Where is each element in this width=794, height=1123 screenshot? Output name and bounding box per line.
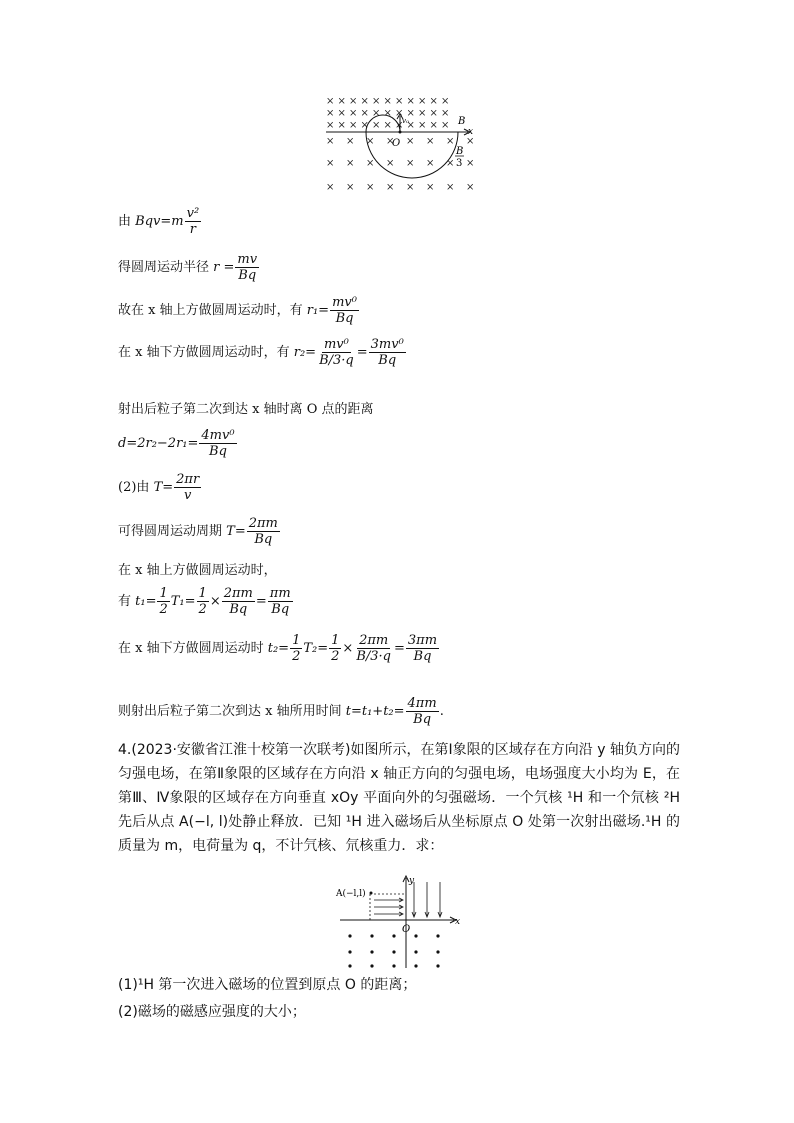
- cross-mark: ×: [349, 108, 358, 119]
- cross-mark: ×: [395, 120, 404, 131]
- cross-mark: ×: [386, 136, 395, 147]
- fraction: $\frac{4\pi m}{Bq}$: [407, 696, 437, 727]
- fraction: $\frac{\text{4mv⁰}}{Bq}$: [201, 428, 235, 459]
- question-2: (2)磁场的磁感应强度的大小；: [118, 1004, 306, 1020]
- text: 在 x 轴下方做圆周运动时，有: [118, 345, 290, 360]
- text: 有: [118, 594, 132, 609]
- cross-mark: ×: [337, 96, 346, 107]
- label-origin: O: [392, 138, 401, 149]
- text: t=t₁+t₂=: [345, 704, 405, 719]
- cross-mark: ×: [446, 136, 455, 147]
- cross-mark: ×: [426, 182, 435, 193]
- cross-mark: ×: [326, 182, 335, 193]
- cross-mark: ×: [372, 120, 381, 131]
- eq-line-3: [118, 295, 360, 326]
- text: =: [394, 641, 405, 656]
- eq-line-1: [118, 206, 202, 237]
- fraction: $\frac{3\pi m}{Bq}$: [407, 633, 438, 664]
- fraction: $\frac{1}{2}$: [159, 586, 168, 617]
- text: =: [255, 594, 267, 609]
- cross-mark: ×: [418, 96, 427, 107]
- text: ×: [342, 641, 354, 656]
- cross-mark: ×: [406, 136, 415, 147]
- eq-line-10: [118, 586, 294, 617]
- dot-mark: [392, 950, 395, 953]
- cross-mark: ×: [441, 108, 450, 119]
- cross-mark: ×: [466, 182, 475, 193]
- problem-4-statement: 4.(2023·安徽省江淮十校第一次联考)如图所示，在第Ⅰ象限的区域存在方向沿 y 轴负方向的匀强电场，在第Ⅱ象限的区域存在方向沿 x 轴正方向的匀强电场，电场强度大小均为 E，在第Ⅲ、Ⅳ象限的区域存在方向垂直 xOy 平面向外的匀强磁场．一个氕核 ¹H 和一个氘核 ²H 先后从点 A(−l, l)处静止释放．已知 ¹H 进入磁场后从坐标原点 O 处第一次射出磁场.¹H 的质量为 m，电荷量为 q，不计氕核、氘核重力．求：: [118, 742, 680, 854]
- dot-mark: [370, 964, 373, 967]
- eq-line-9: [118, 563, 277, 579]
- label-x: x: [468, 127, 474, 137]
- text: r =: [213, 260, 235, 275]
- label-A: A(−l,l): [336, 889, 366, 899]
- text: 在 x 轴上方做圆周运动时，: [118, 563, 277, 578]
- text: 则射出后粒子第二次到达 x 轴所用时间: [118, 704, 342, 719]
- cross-mark: ×: [406, 96, 415, 107]
- dot-marks: [348, 934, 439, 967]
- text: =: [356, 345, 368, 360]
- cross-mark: ×: [446, 158, 455, 169]
- dot-mark: [414, 950, 417, 953]
- cross-mark: ×: [326, 120, 335, 131]
- figure-magnetic-field: [318, 92, 488, 196]
- fraction: $\frac{2\pi r}{v}$: [176, 472, 200, 503]
- label-x: x: [455, 917, 461, 927]
- cross-mark: ×: [429, 96, 438, 107]
- eq-line-12: [118, 696, 444, 727]
- text: T₂=: [303, 641, 329, 656]
- fraction: $\frac{2\pi m}{Bq}$: [223, 586, 253, 617]
- fraction: $\frac{\text{3mv⁰}}{Bq}$: [370, 337, 404, 368]
- cross-mark: ×: [446, 182, 455, 193]
- dot-mark: [370, 950, 373, 953]
- text: 可得圆周运动周期: [118, 524, 223, 539]
- text: t₁=: [135, 594, 157, 609]
- cross-mark: ×: [418, 108, 427, 119]
- cross-mark: ×: [406, 108, 415, 119]
- cross-mark: ×: [418, 120, 427, 131]
- label-y: y: [409, 876, 415, 886]
- cross-mark: ×: [406, 182, 415, 193]
- field-arrows-ii: [374, 898, 403, 916]
- cross-mark: ×: [441, 120, 450, 131]
- field-arrows-i: [412, 882, 442, 917]
- cross-mark: ×: [326, 96, 335, 107]
- text: t₂=: [267, 641, 290, 656]
- cross-mark: ×: [383, 120, 392, 131]
- cross-mark: ×: [429, 120, 438, 131]
- text: r₁=: [306, 303, 330, 318]
- label-B3-num: B: [456, 146, 464, 157]
- eq-line-2: [118, 252, 260, 283]
- fraction: $\frac{1}{2}$: [198, 586, 207, 617]
- cross-mark: ×: [360, 108, 369, 119]
- fraction: $\frac{\text{mv⁰}}{Bq}$: [332, 295, 357, 326]
- cross-mark: ×: [395, 108, 404, 119]
- cross-mark: ×: [372, 108, 381, 119]
- cross-mark: ×: [337, 108, 346, 119]
- cross-mark: ×: [366, 158, 375, 169]
- fraction: $\frac{1}{2}$: [292, 633, 301, 664]
- cross-mark: ×: [346, 182, 355, 193]
- eq-line-7: [118, 472, 202, 503]
- text: T₁=: [170, 594, 196, 609]
- label-B3-den: 3: [456, 158, 463, 169]
- cross-mark: ×: [383, 108, 392, 119]
- eq-line-8: [118, 516, 281, 547]
- cross-mark: ×: [386, 182, 395, 193]
- text: (2)由: [118, 480, 150, 495]
- fraction: $\frac{\pi m}{Bq}$: [269, 586, 291, 617]
- cross-mark: ×: [346, 136, 355, 147]
- label-v0: v₀: [402, 117, 409, 125]
- dot-mark: [436, 964, 439, 967]
- text: 故在 x 轴上方做圆周运动时，有: [118, 303, 303, 318]
- text: 得圆周运动半径: [118, 260, 210, 275]
- cross-mark: ×: [426, 136, 435, 147]
- eq-line-11: [118, 633, 440, 664]
- fraction: $\frac{\text{v²}}{r}$: [186, 206, 200, 237]
- cross-mark: ×: [386, 158, 395, 169]
- dot-mark: [348, 950, 351, 953]
- cross-mark: ×: [337, 120, 346, 131]
- dot-mark: [348, 934, 351, 937]
- cross-mark: ×: [349, 96, 358, 107]
- text: 在 x 轴下方做圆周运动时: [118, 641, 264, 656]
- cross-mark: ×: [372, 96, 381, 107]
- text: r₂=: [293, 345, 317, 360]
- dot-mark: [414, 964, 417, 967]
- label-origin: O: [402, 924, 411, 935]
- fraction: $\frac{2\pi m}{B/3\cdot q}$: [356, 633, 391, 664]
- fraction: $\frac{mv}{Bq}$: [237, 252, 258, 283]
- cross-mark: ×: [383, 96, 392, 107]
- cross-mark: ×: [406, 120, 415, 131]
- text: T=: [153, 480, 174, 495]
- text: T=: [226, 524, 246, 539]
- cross-mark: ×: [429, 108, 438, 119]
- cross-mark: ×: [466, 158, 475, 169]
- fraction: $\frac{1}{2}$: [331, 633, 340, 664]
- eq-line-5: [118, 402, 374, 418]
- cross-mark: ×: [406, 158, 415, 169]
- text: .: [439, 704, 444, 719]
- cross-mark: ×: [349, 120, 358, 131]
- cross-mark: ×: [441, 96, 450, 107]
- fraction: $\frac{\text{mv⁰}}{B/3\cdot q}$: [319, 337, 354, 368]
- figure-electric-magnetic-field: [334, 874, 462, 970]
- cross-mark: ×: [360, 120, 369, 131]
- dot-mark: [392, 964, 395, 967]
- fraction: $\frac{2\pi m}{Bq}$: [248, 516, 278, 547]
- dot-mark: [436, 950, 439, 953]
- cross-mark: ×: [366, 136, 375, 147]
- text: Bqv: [135, 214, 161, 229]
- cross-mark: ×: [346, 158, 355, 169]
- text: d=2r₂−2r₁=: [118, 436, 199, 451]
- label-B: B: [458, 116, 466, 127]
- dot-mark: [392, 934, 395, 937]
- cross-mark: ×: [326, 158, 335, 169]
- dot-mark: [348, 964, 351, 967]
- cross-mark: ×: [326, 108, 335, 119]
- text: =m: [160, 214, 184, 229]
- cross-mark: ×: [466, 136, 475, 147]
- text: 由: [118, 214, 132, 229]
- text: 射出后粒子第二次到达 x 轴时离 O 点的距离: [118, 402, 374, 417]
- question-1: (1)¹H 第一次进入磁场的位置到原点 O 的距离；: [118, 977, 417, 993]
- eq-line-6: [118, 428, 238, 459]
- dot-mark: [414, 934, 417, 937]
- cross-mark: ×: [326, 136, 335, 147]
- cross-mark: ×: [426, 158, 435, 169]
- cross-mark: ×: [366, 182, 375, 193]
- cross-mark: ×: [395, 96, 404, 107]
- text: ×: [209, 594, 221, 609]
- cross-mark: ×: [360, 96, 369, 107]
- eq-line-4: [118, 337, 407, 368]
- dot-mark: [436, 934, 439, 937]
- dot-mark: [370, 934, 373, 937]
